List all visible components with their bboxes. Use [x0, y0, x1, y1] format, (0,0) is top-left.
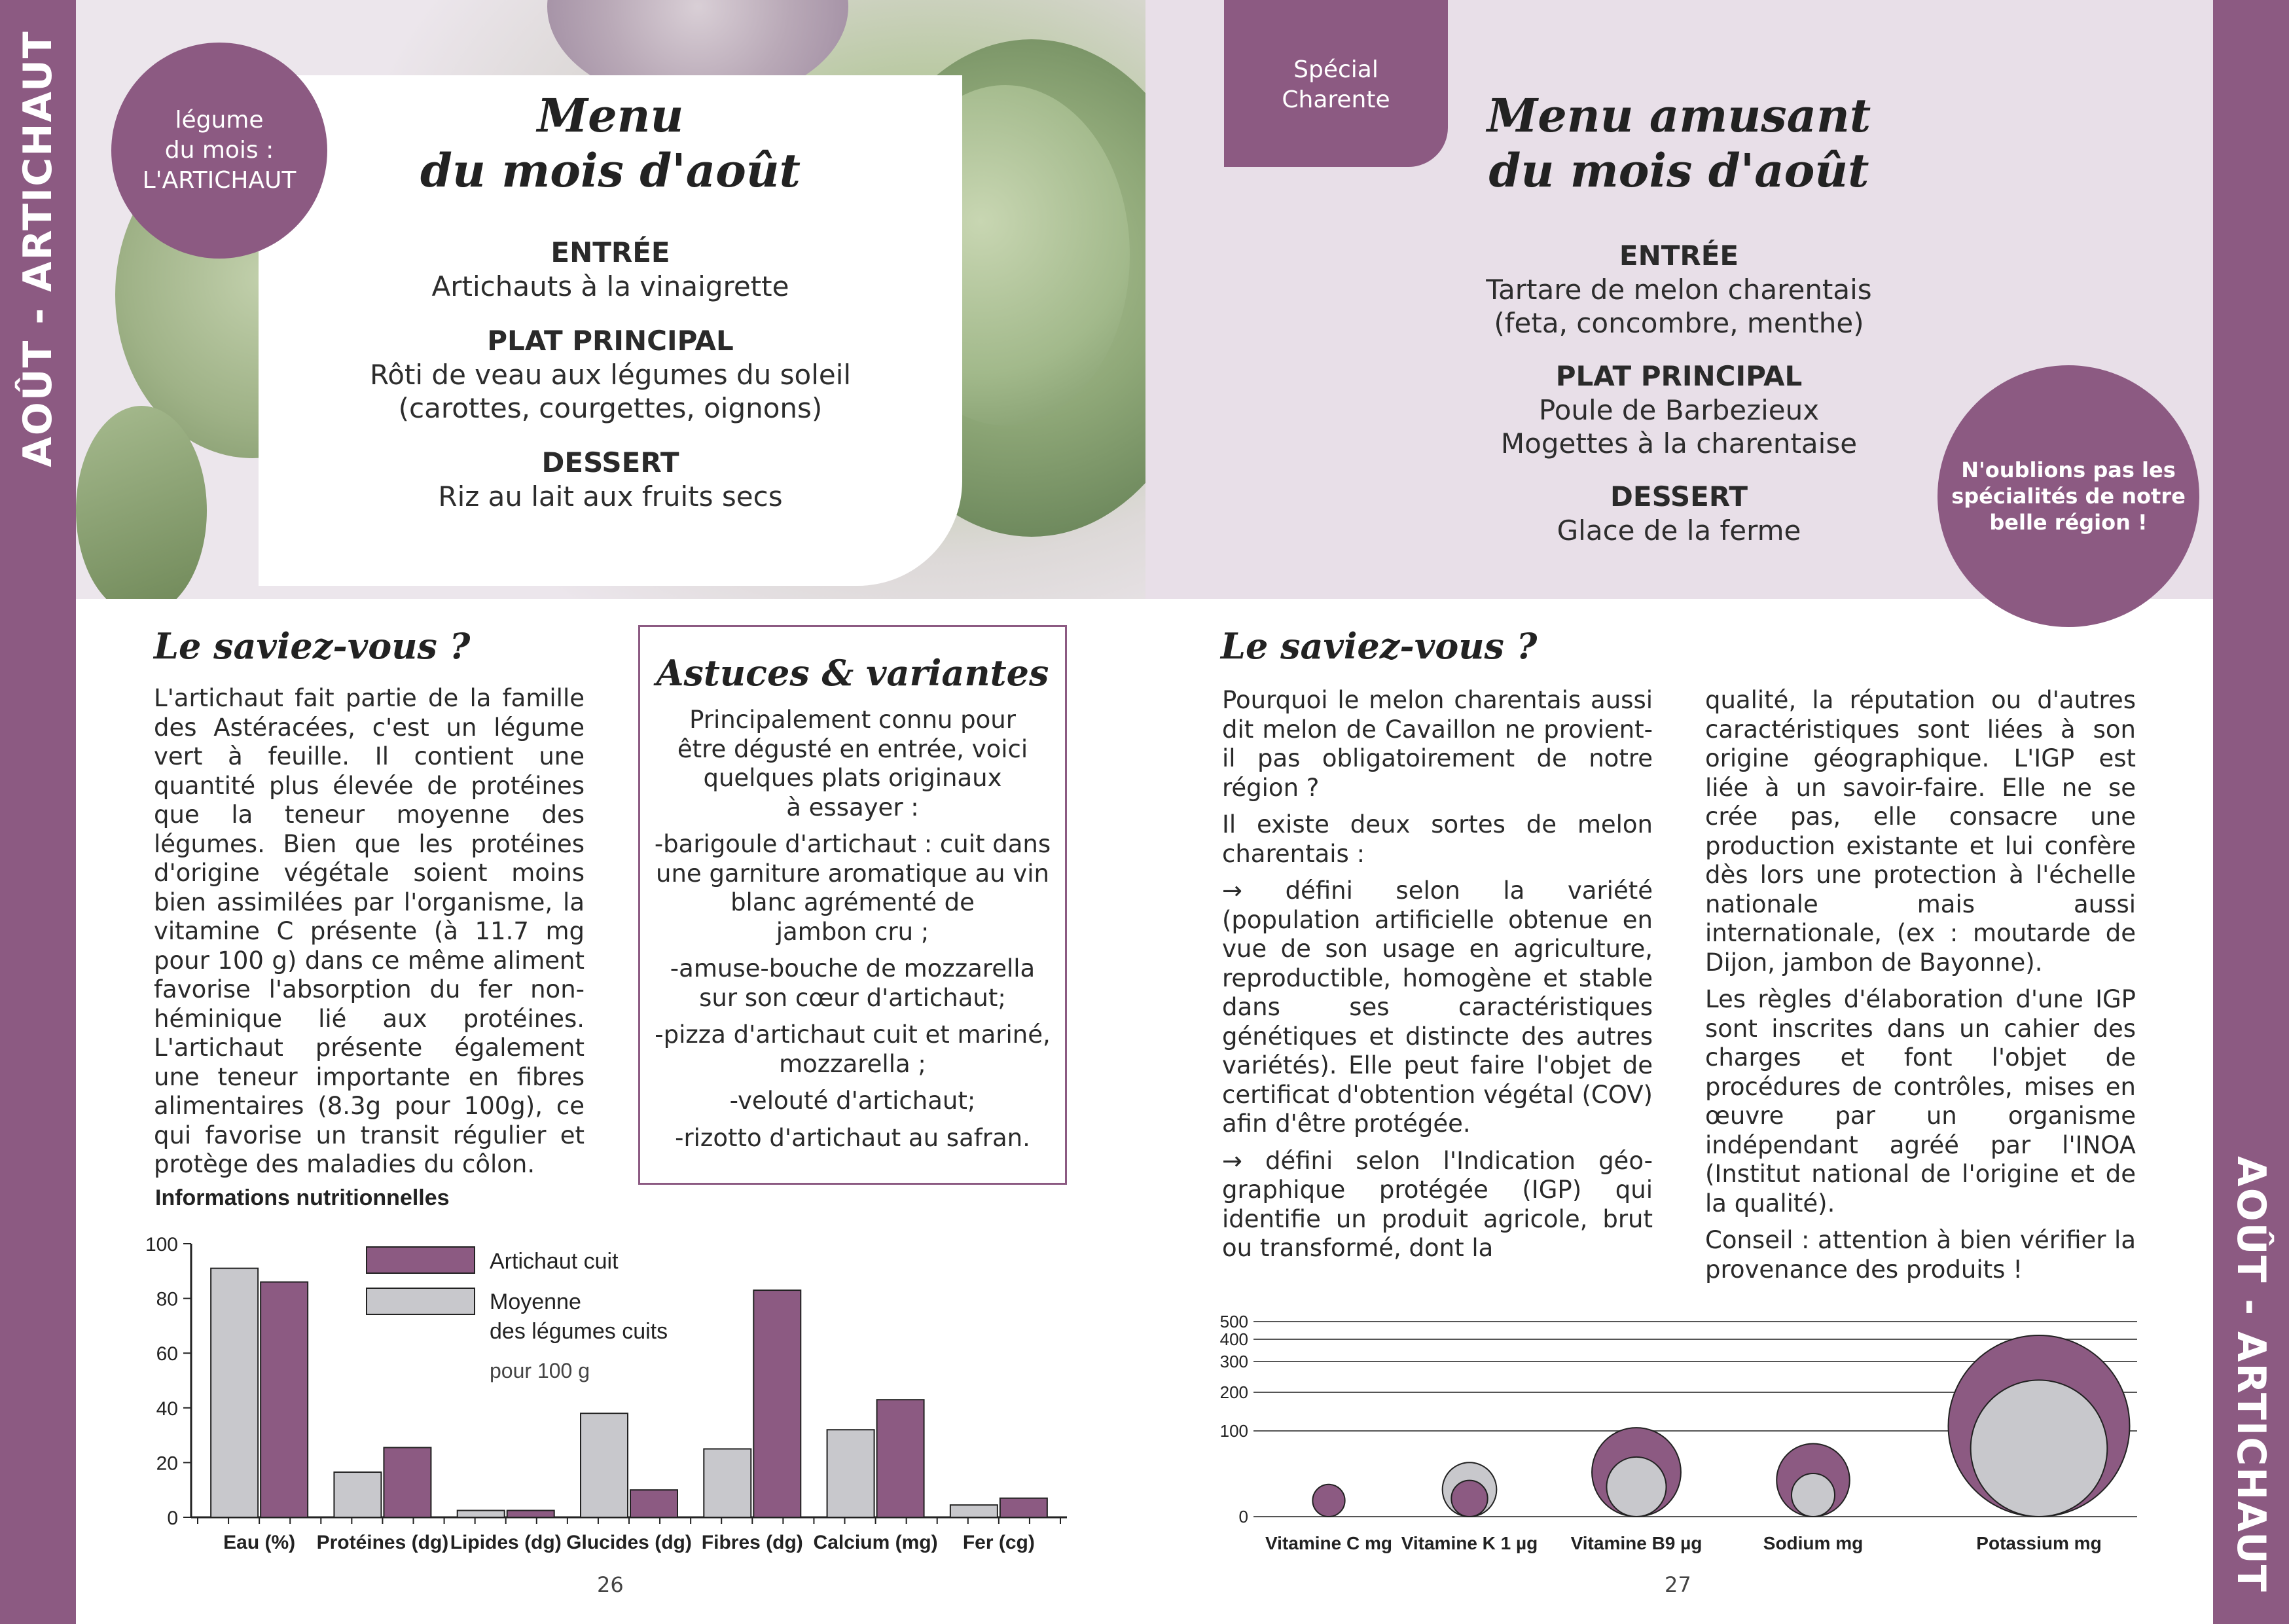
bar-chart-ytick-label: 20: [156, 1453, 178, 1475]
legend-label-moyenne-1: Moyenne: [490, 1290, 581, 1314]
bar-chart-category-label: Lipides (dg): [450, 1532, 562, 1553]
menu-right-body: [1407, 239, 1951, 547]
bar-artichaut-6: [1000, 1498, 1047, 1517]
astuces-intro-3: quelques plats originaux: [703, 764, 1002, 792]
saviez-right-col1-p1: Pourquoi le melon charentais aussi dit melon de Cavaillon ne provient-il pas obligatoirement de notre région ?: [1222, 686, 1653, 802]
bar-chart-bars: [211, 1269, 1047, 1517]
astuces-item1-4: jambon cru ;: [776, 917, 929, 946]
astuces-item2-2: sur son cœur d'artichaut;: [699, 983, 1006, 1012]
tab-special-line2: Charente: [1282, 86, 1390, 113]
bar-chart-category-label: Protéines (dg): [316, 1532, 449, 1553]
saviez-right-col2-p3: Conseil : attention à bien vérifier la provenance des produits !: [1705, 1226, 2136, 1284]
legend-label-artichaut: Artichaut cuit: [490, 1249, 619, 1274]
saviez-right-col2-p2: Les règles d'élaboration d'une IGP sont inscrites dans un cahier des charges et font l'objet de procédures de contrôles, mises en œuvre par un organisme indépendant agréé par l'INOA (Institut national de l'origine et de la qualité).: [1705, 985, 2136, 1218]
menu-right-entree-line2: (feta, concombre, menthe): [1494, 307, 1864, 339]
bubble-moyenne-2: [1606, 1457, 1666, 1517]
saviez-right-col1-p3: → défini selon la variété (population artificielle obtenue en vue de son usage en agriculture, reproductible, homogène et stable dans ses caractéristiques génétiques et distincte des autres variétés). Elle peut faire l'objet de certificat d'obtention végétal (COV) afin d'être protégée.: [1222, 876, 1653, 1138]
astuces-item1-1: -barigoule d'artichaut : cuit dans: [654, 830, 1051, 858]
menu-right-entree-line1: Tartare de melon charentais: [1486, 274, 1872, 306]
bubble-moyenne-3: [1792, 1473, 1835, 1517]
legend-swatch-moyenne: [367, 1288, 475, 1314]
saviez-right-col2: [1705, 686, 2136, 1292]
bar-chart-title: Informations nutritionnelles: [155, 1185, 450, 1210]
menu-right-entree-head: ENTRÉE: [1619, 240, 1739, 272]
astuces-intro-2: être dégusté en entrée, voici: [677, 734, 1028, 763]
menu-card-left: [259, 75, 962, 586]
bar-moyenne-6: [950, 1505, 998, 1517]
legume-du-mois-badge: [111, 43, 327, 259]
saviez-left-title: Le saviez-vous ?: [154, 625, 471, 667]
nutrition-bubble-chart: [1217, 1309, 2147, 1558]
bar-chart-ytick-label: 100: [145, 1234, 178, 1255]
saviez-left-text: [154, 684, 585, 1187]
bar-artichaut-1: [384, 1447, 431, 1517]
bar-chart-category-label: Fibres (dg): [701, 1532, 803, 1553]
menu-right-dessert: Glace de la ferme: [1557, 514, 1801, 547]
menu-left-entree-head: ENTRÉE: [550, 236, 670, 268]
bar-chart-category-label: Glucides (dg): [566, 1532, 692, 1553]
saviez-right-title: Le saviez-vous ?: [1221, 625, 1538, 667]
bubble-chart-category-label: Potassium mg: [1976, 1533, 2102, 1553]
astuces-title: Astuces & variantes: [656, 652, 1049, 694]
saviez-right-col2-p1: qualité, la réputation ou d'autres caractéristiques sont liées à son origine géographique. L'IGP est liée à un savoir-faire. Elle ne se crée pas, elle consacre une production existante et lui confère dès lors une protection à l'échelle nationale mais aussi internationale, (ex : moutarde de Dijon, jambon de Bayonne).: [1705, 686, 2136, 977]
badge-left-line1: légume: [175, 107, 264, 134]
badge-left-line2: du mois :: [164, 137, 274, 164]
menu-left-plat-line1: Rôti de veau aux légumes du soleil: [369, 359, 852, 391]
bar-chart-category-label: Calcium (mg): [813, 1532, 938, 1553]
saviez-right-col1-p2: Il existe deux sortes de melon charentais :: [1222, 810, 1653, 868]
astuces-body: [640, 706, 1065, 1153]
bar-artichaut-3: [630, 1490, 677, 1517]
bar-artichaut-2: [507, 1511, 554, 1517]
menu-left-dessert-head: DESSERT: [541, 446, 679, 478]
bar-moyenne-3: [581, 1413, 628, 1517]
bubble-chart-category-label: Vitamine B9 µg: [1570, 1533, 1703, 1553]
bubble-chart-category-label: Vitamine K 1 µg: [1401, 1533, 1538, 1553]
bar-chart-ytick-label: 0: [167, 1507, 178, 1529]
legend-swatch-artichaut: [367, 1247, 475, 1273]
bubble-artichaut-1: [1451, 1481, 1487, 1517]
bubble-chart-bubbles: [1312, 1335, 2129, 1517]
astuces-item5: -rizotto d'artichaut au safran.: [675, 1123, 1030, 1152]
badge-right-line1: N'oublions pas les: [1961, 458, 2176, 482]
bar-chart-ytick-label: 60: [156, 1343, 178, 1365]
bubble-chart-ytick-label: 100: [1219, 1421, 1248, 1441]
legend-label-moyenne-2: des légumes cuits: [490, 1319, 668, 1344]
menu-left-title-line2: du mois d'août: [420, 143, 801, 198]
special-charente-tab: [1224, 0, 1448, 167]
astuces-intro-4: à essayer :: [786, 793, 919, 821]
menu-left-plat-head: PLAT PRINCIPAL: [487, 325, 734, 357]
menu-right-dessert-head: DESSERT: [1610, 480, 1748, 513]
bubble-chart-ytick-label: 400: [1219, 1329, 1248, 1349]
bubble-chart-ytick-label: 500: [1219, 1312, 1248, 1331]
menu-left-dessert: Riz au lait aux fruits secs: [438, 480, 783, 513]
bubble-chart-category-label: Vitamine C mg: [1265, 1533, 1392, 1553]
astuces-item3-2: mozzarella ;: [779, 1049, 926, 1078]
badge-left-line3: L'ARTICHAUT: [142, 167, 297, 194]
menu-left-title-line1: Menu: [537, 88, 684, 143]
menu-right-title-line1: Menu amusant: [1487, 88, 1871, 143]
bubble-chart-ytick-label: 300: [1219, 1352, 1248, 1371]
bar-moyenne-1: [334, 1472, 381, 1517]
menu-right-title: [1440, 88, 1918, 198]
page-number-right: 27: [1665, 1572, 1691, 1597]
bubble-chart-category-label: Sodium mg: [1763, 1533, 1864, 1553]
bar-artichaut-5: [877, 1399, 924, 1517]
menu-right-plat-line2: Mogettes à la charentaise: [1500, 427, 1858, 460]
sidebar-right-title: AOÛT - ARTICHAUT: [2228, 1156, 2274, 1593]
bubble-moyenne-4: [1971, 1380, 2108, 1517]
bubble-artichaut-0: [1312, 1485, 1344, 1517]
astuces-item1-3: blanc agrémenté de: [730, 888, 975, 916]
bar-chart-category-label: Fer (cg): [962, 1532, 1035, 1553]
astuces-box: [638, 625, 1067, 1185]
page-number-left: 26: [597, 1572, 624, 1597]
astuces-item2-1: -amuse-bouche de mozzarella: [670, 954, 1036, 983]
tab-special-line1: Spécial: [1293, 56, 1379, 83]
astuces-item3-1: -pizza d'artichaut cuit et mariné,: [655, 1020, 1051, 1049]
bar-moyenne-0: [211, 1269, 258, 1517]
bar-chart-ytick-label: 80: [156, 1288, 178, 1310]
saviez-right-col1-p4: → défini selon l'Indication géo-graphique protégée (IGP) qui identifie un produit agricole, brut ou transformé, dont la: [1222, 1146, 1653, 1262]
bubble-chart-ytick-label: 0: [1238, 1507, 1248, 1526]
astuces-item1-2: une garniture aromatique au vin: [656, 859, 1049, 888]
bar-artichaut-4: [753, 1290, 801, 1517]
bar-artichaut-0: [261, 1282, 308, 1517]
legend-note: pour 100 g: [490, 1359, 590, 1382]
menu-right-title-line2: du mois d'août: [1488, 143, 1869, 198]
menu-left-body: [259, 236, 962, 513]
bar-chart-ytick-label: 40: [156, 1398, 178, 1420]
sidebar-left-title: AOÛT - ARTICHAUT: [15, 30, 61, 467]
menu-left-plat-line2: (carottes, courgettes, oignons): [398, 392, 823, 424]
specialites-badge: [1938, 365, 2199, 627]
menu-right-plat-head: PLAT PRINCIPAL: [1555, 360, 1803, 392]
badge-right-line3: belle région !: [1989, 510, 2148, 535]
bar-moyenne-5: [827, 1430, 874, 1517]
bar-chart-legend: [367, 1247, 668, 1382]
astuces-intro-1: Principalement connu pour: [689, 706, 1016, 734]
bar-moyenne-4: [704, 1449, 751, 1518]
menu-right-plat-line1: Poule de Barbezieux: [1538, 394, 1820, 426]
badge-right-line2: spécialités de notre: [1951, 484, 2186, 509]
bubble-chart-ytick-label: 200: [1219, 1382, 1248, 1402]
saviez-left-paragraph: L'artichaut fait partie de la famille des Astéracées, c'est un légume vert à feuille. Il contient une quantité plus élevée de protéines que la teneur moyenne des légumes. Bien que les protéines d'origine végétale soient moins bien assimilées par l'organisme, la vitamine C présente (à 11.7 mg pour 100 g) dans ce même aliment favorise l'absorption du fer non-héminique lié aux protéines. L'artichaut présente également une teneur importante en fibres alimentaires (8.3g pour 100g), ce qui favorise un transit régulier et protège des maladies du côlon.: [154, 684, 585, 1178]
menu-left-entree: Artichauts à la vinaigrette: [431, 270, 789, 302]
bar-chart-category-label: Eau (%): [223, 1532, 296, 1553]
astuces-item4: -velouté d'artichaut;: [729, 1087, 976, 1115]
nutrition-bar-chart: [131, 1178, 1087, 1558]
saviez-right-col1: [1222, 686, 1653, 1271]
menu-left-title: [259, 88, 962, 198]
bar-moyenne-2: [458, 1511, 505, 1517]
